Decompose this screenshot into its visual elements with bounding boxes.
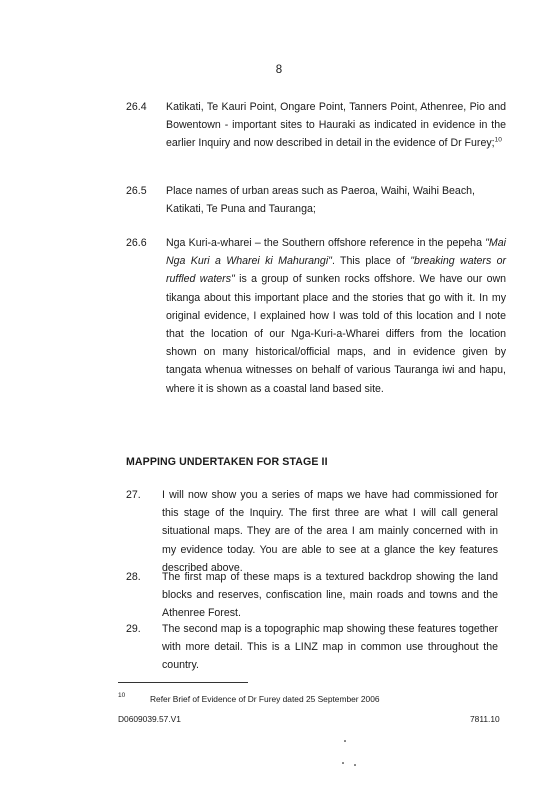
paragraph-text	[166, 98, 506, 153]
paragraph-number: 29.	[126, 623, 141, 635]
text-run: Katikati, Te Kauri Point, Ongare Point, Tanners Point, Athenree, Pio and Bowentown - important sites to Hauraki as indicated in evidence in the earlier Inquiry and now described in detail in the evidence of Dr Furey;	[166, 101, 506, 150]
text-run: . This place of	[331, 255, 411, 268]
paragraph-27	[126, 486, 498, 577]
section-heading: MAPPING UNDERTAKEN FOR STAGE II	[126, 456, 328, 468]
reference-code: 7811.10	[470, 714, 500, 724]
document-reference: D0609039.57.V1	[118, 714, 181, 724]
footnote-text: Refer Brief of Evidence of Dr Furey dated 25 September 2006	[150, 694, 380, 704]
paragraph-28	[126, 568, 498, 623]
text-run: Nga Kuri-a-wharei – the Southern offshore reference in the pepeha	[166, 237, 486, 249]
footnote-reference: 10	[494, 136, 502, 144]
paragraph-29	[126, 620, 498, 675]
paragraph-number: 26.5	[126, 185, 147, 197]
paragraph-text: I will now show you a series of maps we have had commissioned for this stage of the Inquiry. The first three are what I will call general situational maps. They are of the area I am mainly concerned with in my evidence today. You are able to see at a glance the key features described above.	[162, 489, 498, 574]
paragraph-number: 26.4	[126, 101, 147, 113]
paragraph-number: 26.6	[126, 237, 147, 249]
page-number: 8	[275, 64, 283, 76]
scan-specks	[342, 736, 362, 776]
sub-paragraph-26-6	[126, 234, 506, 398]
footnote-divider	[118, 682, 248, 683]
pepeha-quote: "Mai Nga Kuri a Wharei ki Mahurangi"	[166, 237, 506, 268]
text-run: is a group of sunken rocks offshore. We have our own tikanga about this important place and the stories that go with it. In my original evidence, I explained how I was told of this location and I note that the location of our Nga-Kuri-a-Wharei differs from the location shown on many historical/official maps, and in evidence given by tangata whenua witnesses on behalf of various Tauranga iwi and hapu, where it is shown as a coastal land based site.	[166, 273, 506, 395]
paragraph-text	[166, 182, 506, 218]
translation-quote: "breaking waters or ruffled waters"	[166, 255, 507, 286]
footnote-number: 10	[118, 692, 126, 699]
text-run: Place names of urban areas such as Paeroa, Waihi, Waihi Beach, Katikati, Te Puna and Tauranga;	[166, 185, 475, 216]
sub-paragraph-26-4	[126, 98, 506, 153]
paragraph-text: The first map of these maps is a textured backdrop showing the land blocks and reserves, confiscation line, main roads and towns and the Athenree Forest.	[162, 571, 498, 620]
paragraph-number: 27.	[126, 489, 141, 501]
sub-paragraph-26-5	[126, 182, 506, 218]
paragraph-text: The second map is a topographic map showing these features together with more detail. This is a LINZ map in common use throughout the country.	[162, 623, 498, 672]
paragraph-number: 28.	[126, 571, 141, 583]
paragraph-text	[166, 234, 506, 398]
